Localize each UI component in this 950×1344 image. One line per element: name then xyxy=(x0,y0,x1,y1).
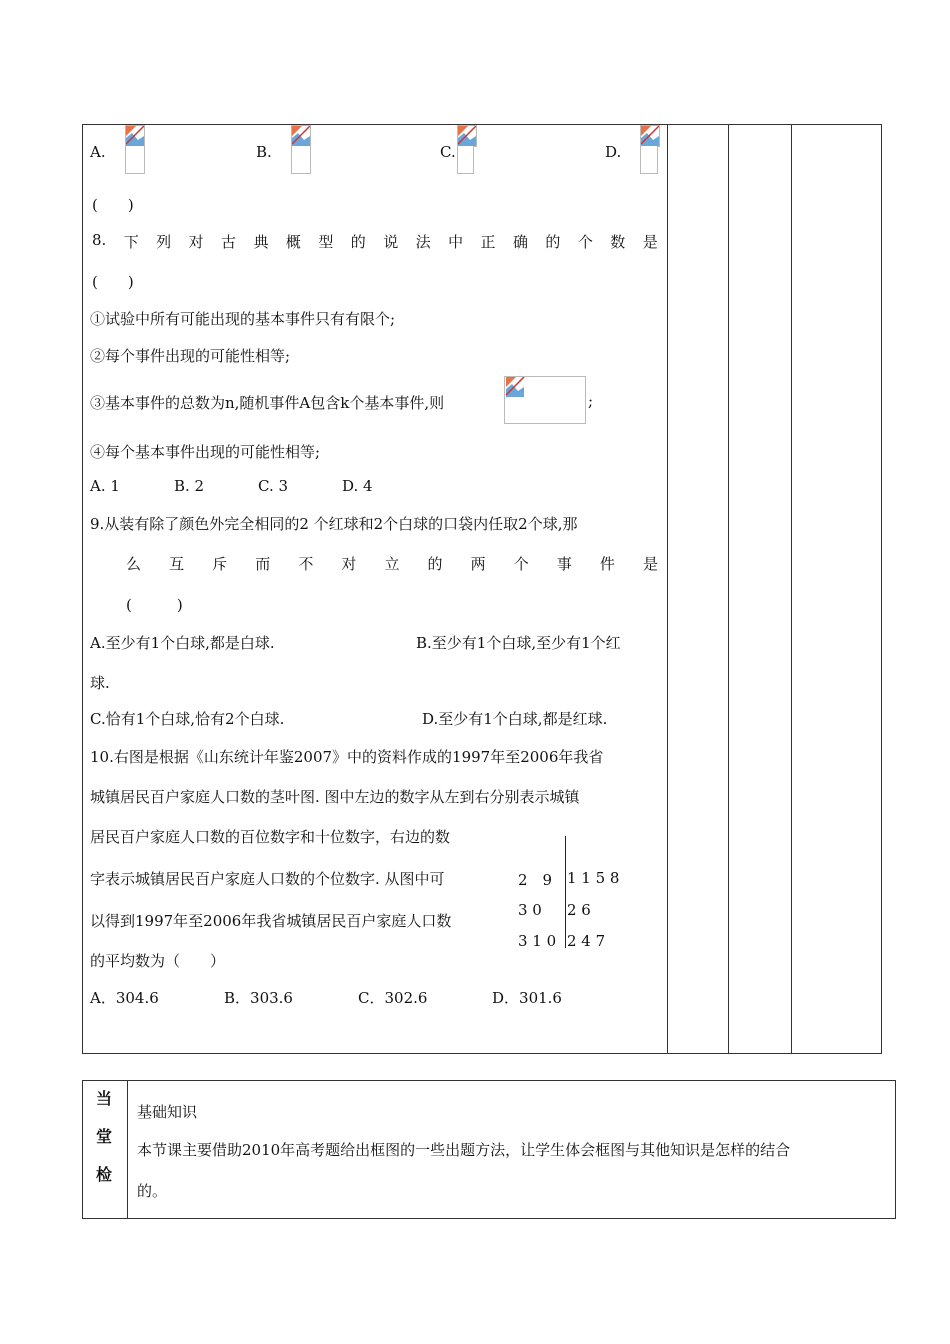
q9-option-a: A.至少有1个白球,都是白球. xyxy=(90,634,275,652)
q10-choice-b: B．303.6 xyxy=(224,989,293,1007)
q8-item-1: ①试验中所有可能出现的基本事件只有有限个; xyxy=(90,310,396,328)
side-label-char-3: 检 xyxy=(96,1165,113,1184)
table-column-divider xyxy=(667,124,668,1054)
q8-stem: 8. 下 列 对 古 典 概 型 的 说 法 中 正 确 的 个 数 是 xyxy=(92,231,658,251)
q10-line-6: 的平均数为（ ） xyxy=(90,952,226,970)
broken-image-icon xyxy=(457,125,477,147)
image-frame xyxy=(291,146,311,174)
stem-leaf-row-1-leaves: 1 1 5 8 xyxy=(567,869,620,887)
q8-answer-paren: ( ) xyxy=(92,273,134,291)
stem-leaf-divider xyxy=(565,836,566,948)
q8-item-4: ④每个基本事件出现的可能性相等; xyxy=(90,443,321,461)
image-frame xyxy=(457,146,474,174)
broken-image-icon xyxy=(125,125,145,147)
section-text-line-1: 本节课主要借助2010年高考题给出框图的一些出题方法，让学生体会框图与其他知识是怎样的结合 xyxy=(137,1141,791,1159)
q9-option-c: C.恰有1个白球,恰有2个白球. xyxy=(90,710,285,728)
q7-option-c: C. xyxy=(440,143,456,161)
q9-answer-paren: ( ) xyxy=(126,596,183,614)
q7-answer-paren: ( ) xyxy=(92,196,134,214)
table-column-divider xyxy=(728,124,729,1054)
section-heading: 基础知识 xyxy=(137,1103,198,1121)
stem-leaf-row-3-stem: 3 1 0 xyxy=(518,932,557,950)
q8-item-3: ③基本事件的总数为n,随机事件A包含k个基本事件,则 xyxy=(90,394,445,412)
stem-leaf-row-1-stem: 2 9 xyxy=(518,871,553,889)
q9-line-2: 么 互 斥 而 不 对 立 的 两 个 事 件 是 xyxy=(126,555,658,573)
table-column-divider xyxy=(791,124,792,1054)
q9-option-b: B.至少有1个白球,至少有1个红 xyxy=(416,634,621,652)
q10-line-5: 以得到1997年至2006年我省城镇居民百户家庭人口数 xyxy=(90,912,452,930)
q8-item-3-tail: ; xyxy=(588,392,594,410)
formula-image xyxy=(504,376,586,424)
broken-image-icon xyxy=(291,125,311,147)
broken-image-icon xyxy=(640,125,660,147)
q10-line-3: 居民百户家庭人口数的百位数字和十位数字，右边的数 xyxy=(90,828,451,846)
q10-choice-d: D．301.6 xyxy=(492,989,562,1007)
q9-option-d: D.至少有1个白球,都是红球. xyxy=(422,710,608,728)
q10-choice-c: C．302.6 xyxy=(358,989,428,1007)
q8-choice-a: A. 1 xyxy=(90,477,120,495)
side-label-char-2: 堂 xyxy=(96,1127,113,1146)
q8-choice-b: B. 2 xyxy=(174,477,205,495)
q10-choice-a: A．304.6 xyxy=(90,989,159,1007)
q8-item-2: ②每个事件出现的可能性相等; xyxy=(90,347,291,365)
image-frame xyxy=(125,146,145,174)
stem-leaf-row-2-stem: 3 0 xyxy=(518,901,542,919)
section-text-line-2: 的。 xyxy=(137,1182,168,1200)
q9-line-1: 9.从装有除了颜色外完全相同的2 个红球和2个白球的口袋内任取2个球,那 xyxy=(90,515,578,533)
image-frame xyxy=(640,146,658,174)
q7-option-d: D. xyxy=(605,143,622,161)
q7-option-b: B. xyxy=(256,143,272,161)
q10-line-2: 城镇居民百户家庭人口数的茎叶图. 图中左边的数字从左到右分别表示城镇 xyxy=(90,788,580,806)
q8-choice-d: D. 4 xyxy=(342,477,373,495)
q7-option-a: A. xyxy=(90,143,106,161)
stem-leaf-row-2-leaves: 2 6 xyxy=(567,901,591,919)
stem-leaf-row-3-leaves: 2 4 7 xyxy=(567,932,606,950)
q8-choice-c: C. 3 xyxy=(258,477,289,495)
q10-line-1: 10.右图是根据《山东统计年鉴2007》中的资料作成的1997年至2006年我省 xyxy=(90,748,604,766)
side-label-char-1: 当 xyxy=(96,1089,113,1108)
table-column-divider xyxy=(127,1080,128,1219)
q10-line-4: 字表示城镇居民百户家庭人口数的个位数字. 从图中可 xyxy=(90,870,445,888)
q9-option-b-cont: 球. xyxy=(90,674,110,692)
